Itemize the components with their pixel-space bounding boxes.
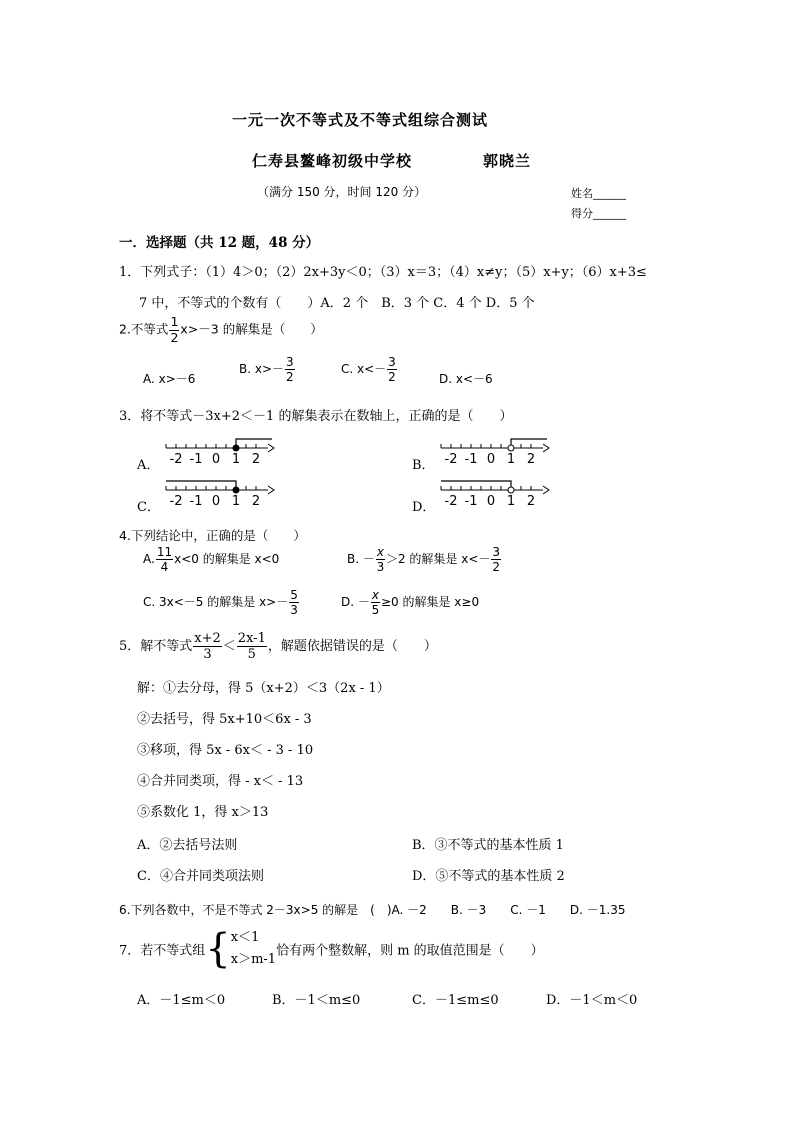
- q2-stem: [119, 316, 323, 344]
- q5-step-5: ⑤系数化 1，得 x＞13: [137, 805, 269, 820]
- inequality-system: x＜1 x＞m-1: [230, 930, 277, 967]
- axis-arrow: [268, 444, 274, 452]
- tick-label-0: 0: [486, 452, 496, 467]
- q3-option-b-label: B．: [412, 458, 435, 473]
- q3-option-a-label: A．: [137, 458, 160, 473]
- q1-line2: 7 中，不等式的个数有（ ）A．2 个 B．3 个 C．4 个 D．5 个: [139, 296, 535, 311]
- q3-option-c-label: C．: [137, 500, 160, 515]
- tick-label-1: 1: [506, 494, 516, 509]
- q2-option-d: D. x<－6: [439, 372, 493, 386]
- q2-option-b: B. x>－ $\frac{3}{2}$: [239, 355, 294, 384]
- tick-label-0: 0: [211, 494, 221, 509]
- q5-step-4: ④合并同类项，得 - x＜ - 13: [137, 774, 304, 789]
- tick-label--2: -2: [444, 452, 458, 467]
- axis-arrow: [543, 444, 549, 452]
- tick-label--1: -1: [464, 494, 478, 509]
- axis-arrow: [543, 486, 549, 494]
- q7-option-c: C．－1≤m≤0: [412, 993, 499, 1008]
- tick-label--2: -2: [169, 494, 183, 509]
- q2-option-c: C. x<－ $\frac{3}{2}$: [341, 355, 396, 384]
- axis-arrow: [268, 486, 274, 494]
- tick-label-1: 1: [231, 452, 241, 467]
- q2-fraction: $\frac{1}{2}$: [170, 314, 179, 345]
- solution-range: [236, 439, 272, 448]
- tick-label-1: 1: [506, 452, 516, 467]
- score-field: 得分______: [571, 207, 626, 220]
- tick-label-1: 1: [231, 494, 241, 509]
- q4-option-d: D. － $\frac{x}{5}$ ≥0 的解集是 x≥0: [341, 588, 480, 617]
- q7-option-d: D．－1＜m＜0: [546, 993, 638, 1008]
- tick-label-0: 0: [486, 494, 496, 509]
- q4-stem: 4.下列结论中，正确的是（ ）: [119, 528, 306, 543]
- q7-option-b: B．－1＜m≤0: [272, 993, 361, 1008]
- open-endpoint: [508, 445, 514, 451]
- school-name: 仁寿县鳌峰初级中学校: [252, 152, 413, 170]
- solution-range: [511, 439, 547, 448]
- name-field: 姓名______: [571, 187, 626, 200]
- number-line-c: [162, 478, 282, 510]
- q2-post: x>－3 的解集是（ ）: [180, 321, 323, 337]
- q4-option-a: A. $\frac{11}{4}$ x<0 的解集是 x<0: [143, 545, 280, 574]
- tick-label-0: 0: [211, 452, 221, 467]
- q3-option-d-label: D．: [412, 500, 436, 515]
- q5-option-c: C．④合并同类项法则: [137, 869, 264, 884]
- tick-label--1: -1: [464, 452, 478, 467]
- q5-stem: 5．解不等式 $\frac{x+2}{3}$ ＜ $\frac{2x-1}{5}$ ，解题依据错误的是（ ）: [119, 631, 437, 662]
- section-heading: 一．选择题（共 12 题，48 分）: [119, 235, 320, 251]
- q2-option-a: A. x>－6: [143, 372, 196, 386]
- q3-stem: 3．将不等式－3x+2＜－1 的解集表示在数轴上，正确的是（ ）: [119, 409, 513, 424]
- q7-option-a: A．－1≤m＜0: [137, 993, 226, 1008]
- tick-label--2: -2: [169, 452, 183, 467]
- q5-option-a: A．②去括号法则: [137, 838, 238, 853]
- q7-stem: 7．若不等式组{ x＜1 x＞m-1 恰有两个整数解，则 m 的取值范围是（ ）: [119, 926, 544, 972]
- tick-label--2: -2: [444, 494, 458, 509]
- q5-step-2: ②去括号，得 5x+10＜6x - 3: [137, 712, 312, 727]
- closed-endpoint: [233, 487, 239, 493]
- closed-endpoint: [233, 445, 239, 451]
- q6-stem: 6.下列各数中，不是不等式 2－3x>5 的解是 ( )A. －2 B. －3 C. －1 D. －1.35: [119, 903, 626, 917]
- tick-label-2: 2: [251, 494, 261, 509]
- tick-label-2: 2: [251, 452, 261, 467]
- q4-option-b: B. － $\frac{x}{3}$ ＞2 的解集是 x<－ $\frac{3}{2}$: [347, 545, 501, 574]
- number-line-a: [162, 436, 282, 468]
- tick-label--1: -1: [189, 452, 203, 467]
- author-name: 郭晓兰: [483, 152, 532, 170]
- q1-line1: 1．下列式子：（1）4＞0；（2）2x+3y＜0；（3）x＝3；（4）x≠y；（5）x+y；（6）x+3≤: [119, 265, 647, 280]
- page-title: 一元一次不等式及不等式组综合测试: [232, 111, 489, 129]
- tick-label-2: 2: [526, 494, 536, 509]
- tick-label--1: -1: [189, 494, 203, 509]
- number-line-d: [437, 478, 557, 510]
- q5-option-d: D．⑤不等式的基本性质 2: [412, 869, 565, 884]
- tick-label-2: 2: [526, 452, 536, 467]
- q5-step-1: 解：①去分母，得 5（x+2）＜3（2x - 1）: [137, 681, 390, 696]
- q2-pre: 2.不等式: [119, 321, 169, 337]
- q5-step-3: ③移项，得 5x - 6x＜ - 3 - 10: [137, 743, 314, 758]
- number-line-b: [437, 436, 557, 468]
- system-brace: {: [205, 926, 231, 972]
- exam-info: （满分 150 分，时间 120 分）: [257, 185, 427, 199]
- q4-option-c: C. 3x<－5 的解集是 x>－ $\frac{5}{3}$: [143, 588, 298, 617]
- q5-option-b: B．③不等式的基本性质 1: [412, 838, 564, 853]
- open-endpoint: [508, 487, 514, 493]
